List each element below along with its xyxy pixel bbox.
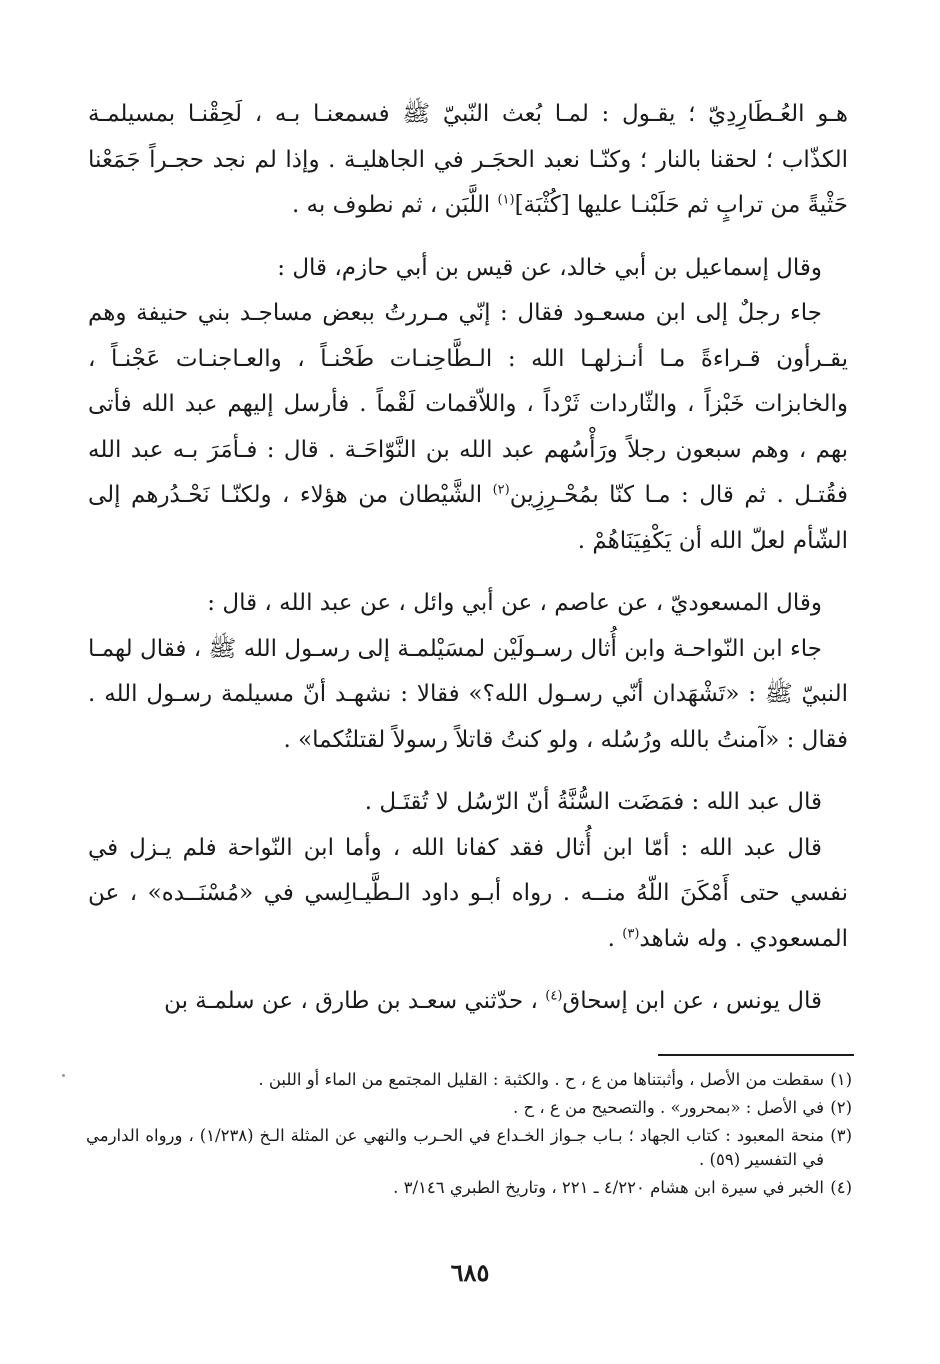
- paragraph-8: قال يونس ، عن ابن إسحاق$^{(٤)}$ ، حدّثني سعـد بن طارق ، عن سلمـة بن: [164, 988, 822, 1014]
- footnote-number: (٢): [830, 1098, 852, 1117]
- paragraph-6: قال عبد الله : فمَضَت السُّنَّةُ أنّ الرّسُل لا تُقتَـل .: [364, 789, 822, 815]
- paragraph-3: جاء رجلٌ إلى ابن مسعـود فقال : إنّي مـررتُ ببعض مساجـد بني حنيفة وهم يقـرأون قـراءةً مـا أنـزلهـا الله : الـطَّاحِنـات طَحْنـاً ، والعـاجنـات عَجْنـاً ، والخابزات خَبْزاً ، والثّاردات ثَرْداً ، واللاّقمات لَقْماً . فأرسل إليهم عبد الله فأتى بهم ، وهم سبعون رجلاً ورَأْسُهم عبد الله بن النَّوّاحَـة . قال : فـأمَرَ بـه عبد الله فقُتـل . ثم قال : مـا كنّا بمُحْـرِزِين$^{(٢)}$ الشَّيْطان من هؤلاء ، ولكنّـا نَحْـدُرهم إلى الشّأم لعلّ الله أن يَكْفِيَنَاهُمْ .: [88, 300, 848, 554]
- footnote-4: [86, 1176, 852, 1200]
- paragraph-1: هـو العُـطَارِدِيّ ؛ يقـول : لمـا بُعث النّبيّ ﷺ فسمعنـا بـه ، لَحِقْنـا بمسيلمـة الكذّاب ؛ لحقنا بالنار ؛ وكنّـا نعبد الحجَـر في الجاهليـة . وإذا لم نجد حجـراً جَمَعْنا حَثْيةً من ترابٍ ثم حَلَبْنـا عليها [كُثْبَة]$^{(١)}$ اللَّبَن ، ثم نطوف به .: [88, 101, 848, 218]
- footnote-number: (٣): [830, 1126, 852, 1145]
- footnote-text: في الأصل : «بمحرور» . والتصحيح من ع ، ح .: [512, 1098, 824, 1117]
- footnote-text: الخبر في سيرة ابن هشام ٤/٢٢٠ ـ ٢٢١ ، وتاريخ الطبري ٣/١٤٦ .: [393, 1178, 824, 1197]
- footnote-2: [86, 1096, 852, 1120]
- paragraph-4: وقال المسعوديّ ، عن عاصم ، عن أبي وائل ، عن عبد الله ، قال :: [207, 590, 822, 616]
- footnote-number: (٤): [830, 1178, 852, 1197]
- footnote-text: منحة المعبود : كتاب الجهاد ؛ بـاب جـواز الخـداع في الحـرب والنهي عن المثلة الـخ (١/٢٣٨) ، ورواه الدارمي في التفسير (٥٩) .: [86, 1126, 825, 1169]
- footnote-ref-3[interactable]: (٣): [622, 925, 640, 941]
- paragraph-2: وقال إسماعيل بن أبي خالد، عن قيس بن أبي حازم، قال :: [277, 254, 822, 281]
- scan-speck: [62, 1074, 65, 1077]
- footnote-separator: [658, 1054, 854, 1056]
- footnote-ref-4[interactable]: (٤): [545, 988, 563, 1004]
- footnote-1: [86, 1068, 852, 1092]
- footnotes-section: [86, 1068, 852, 1204]
- main-text: [88, 92, 848, 1025]
- footnote-text: سقطت من الأصل ، وأثبتناها من ع ، ح . والكثبة : القليل المجتمع من الماء أو اللبن .: [258, 1070, 824, 1089]
- footnote-ref-1[interactable]: (١): [497, 192, 515, 208]
- paragraph-5: جاء ابن النّواحـة وابن أُثال رسـولَيْن لمسَيْلمـة إلى رسـول الله ﷺ ، فقال لهمـا النبيّ ﷺ : «تَشْهَدان أنّي رسـول الله؟» فقالا : نشهـد أنّ مسيلمة رسـول الله . فقال : «آمنتُ بالله ورُسُله ، ولو كنتُ قاتلاً رسولاً لقتلتُكما» .: [88, 635, 848, 753]
- paragraph-7: قال عبد الله : أمّا ابن أُثال فقد كفانا الله ، وأما ابن النّواحة فلم يـزل في نفسي حتى أَمْكَنَ اللّهُ منــه . رواه أبـو داود الـطَّيـالِسي في «مُسْنَــده» ، عن المسعودي . وله شاهد$^{(٣)}$ .: [88, 834, 848, 952]
- footnote-3: [86, 1124, 852, 1172]
- page-number: ٦٨٥: [450, 1258, 490, 1287]
- footnote-ref-2[interactable]: (٢): [492, 482, 510, 498]
- footnote-number: (١): [830, 1070, 852, 1089]
